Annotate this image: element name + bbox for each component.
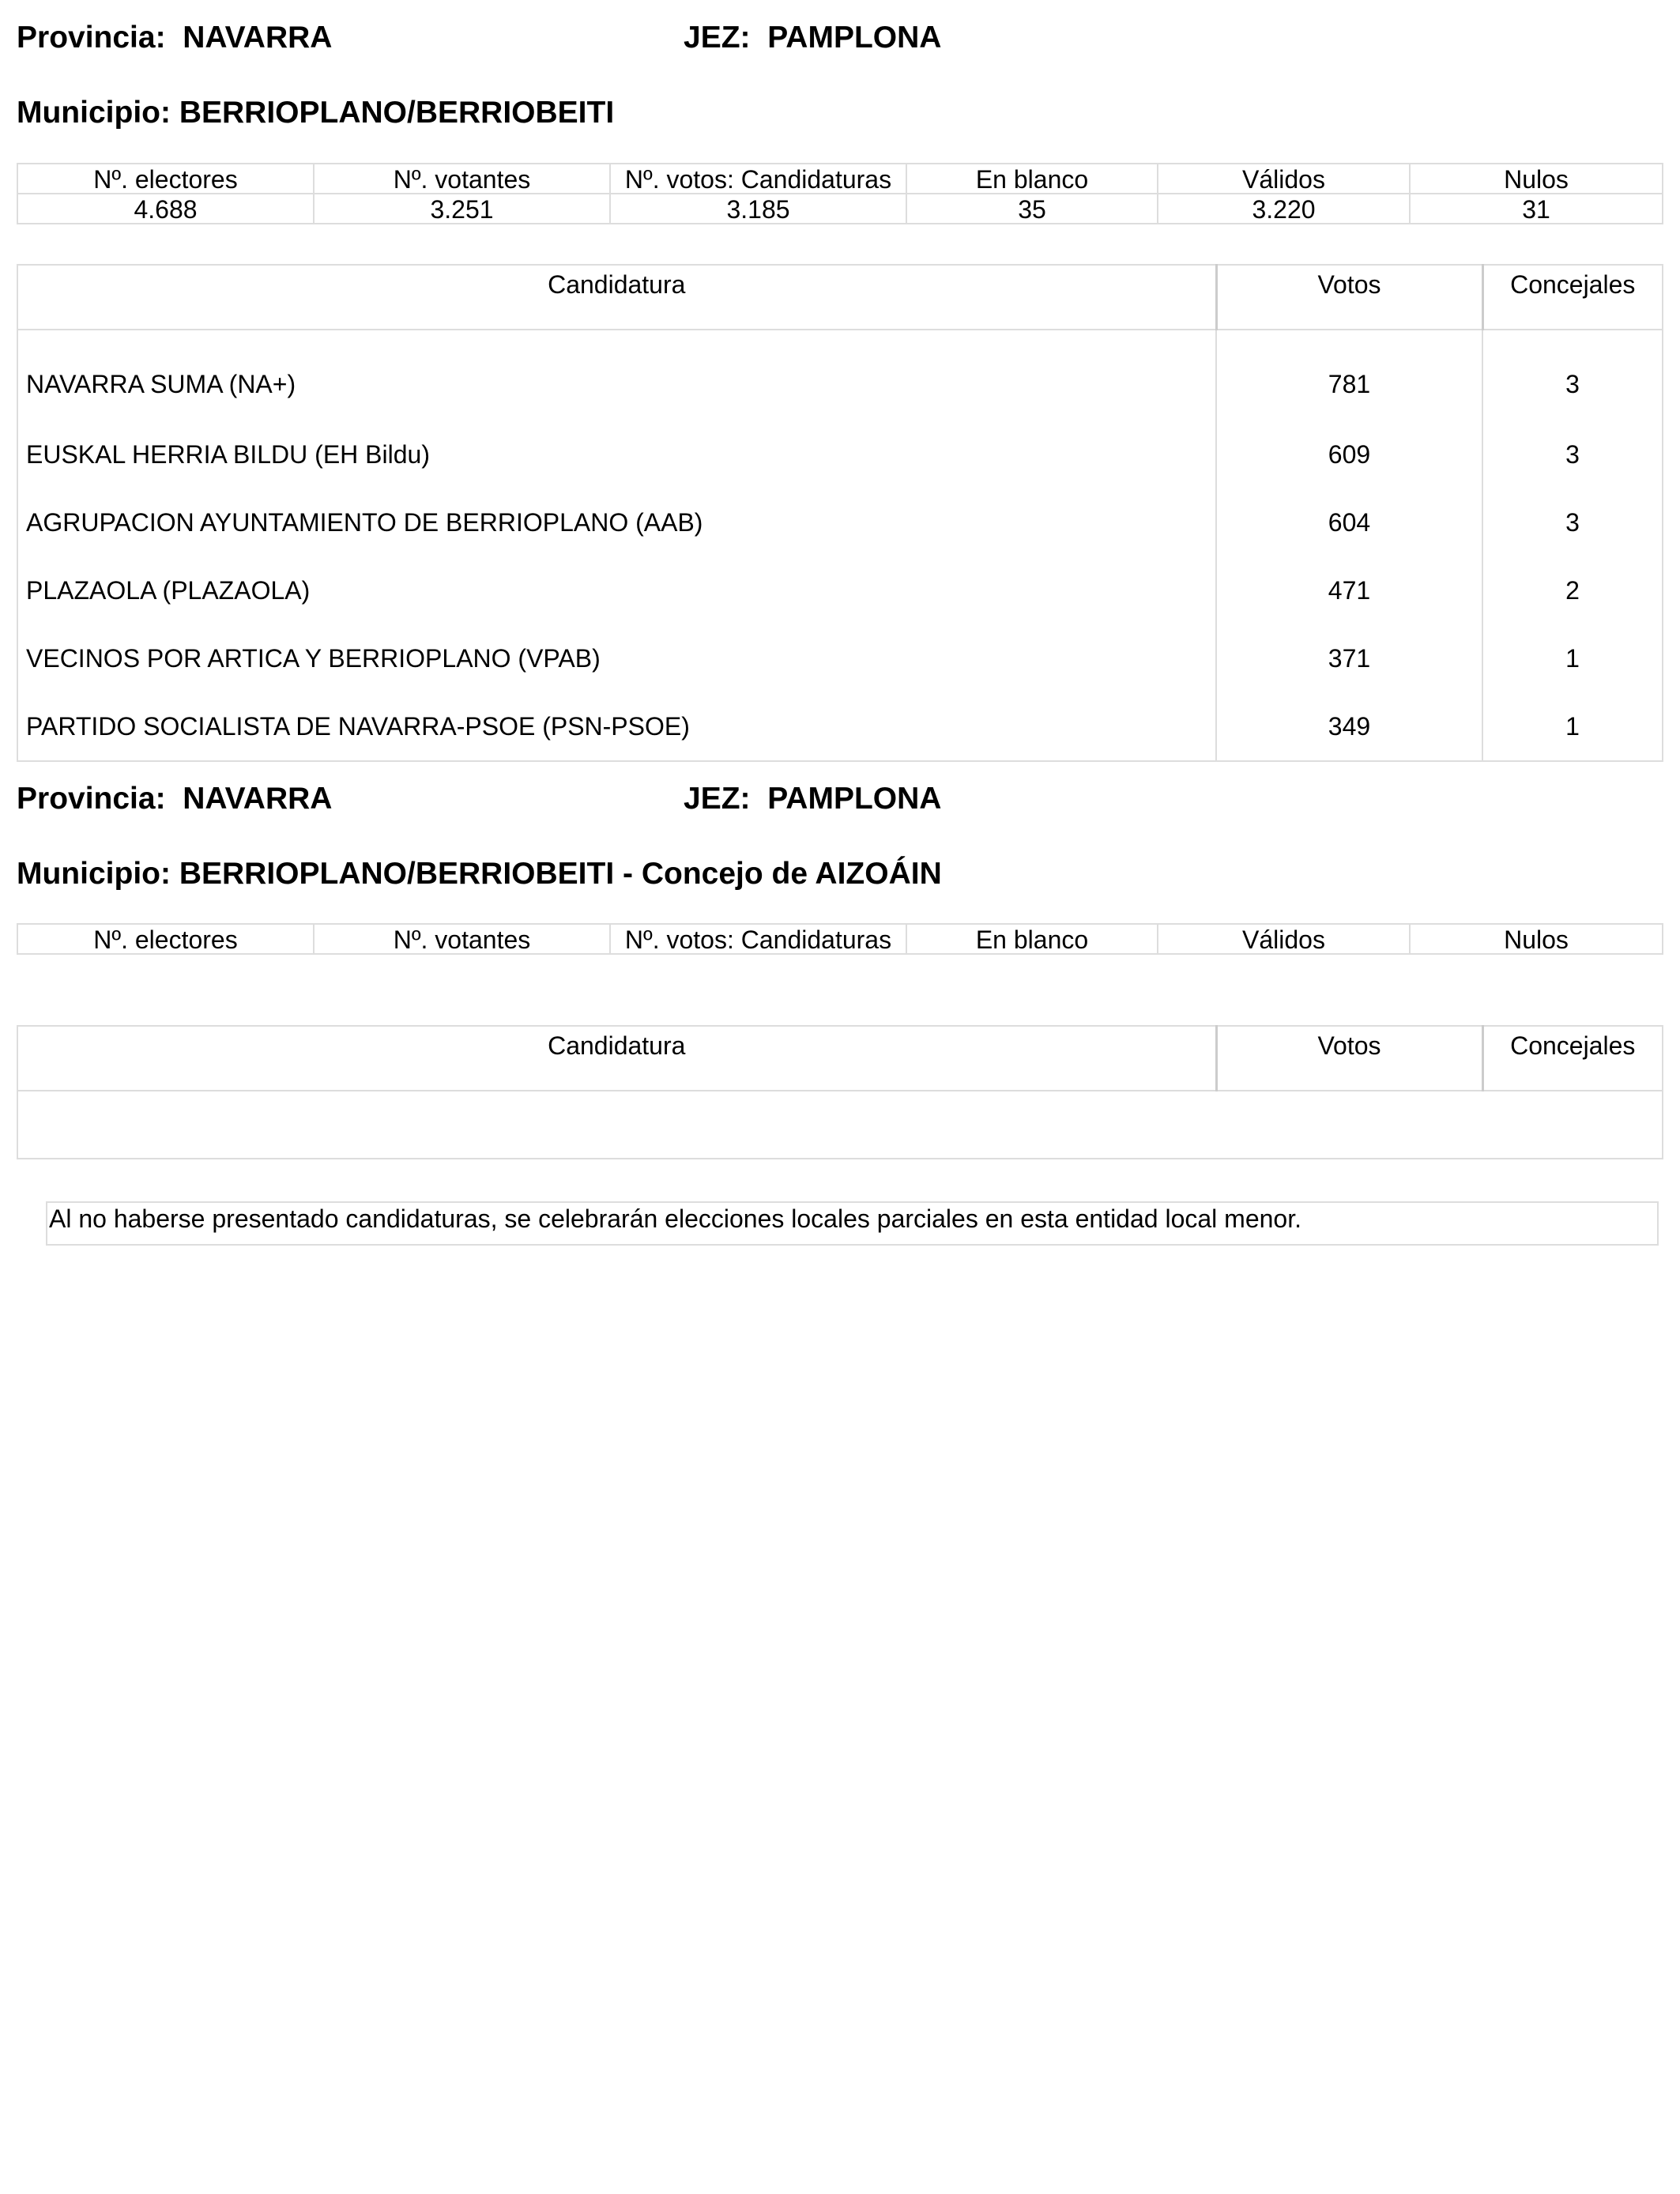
jez-value: PAMPLONA (767, 782, 942, 816)
votos-header: Votos (1216, 1026, 1482, 1091)
stats-value: 3.185 (610, 194, 906, 224)
municipio-value: BERRIOPLANO/BERRIOBEITI - Concejo de AIZOÁIN (179, 857, 942, 891)
jez-label: JEZ: (684, 21, 751, 55)
stats-value: 35 (906, 194, 1158, 224)
stats-header: Nº. votos: Candidaturas (610, 924, 906, 954)
stats-header: Nulos (1410, 924, 1663, 954)
table-row (17, 624, 1663, 692)
candidates-header-row (17, 265, 1663, 330)
concejales-header: Concejales (1482, 265, 1663, 330)
candidatura-header: Candidatura (17, 265, 1216, 330)
candidate-name: EUSKAL HERRIA BILDU (EH Bildu) (17, 420, 1216, 488)
stats-value: 4.688 (17, 194, 314, 224)
stats-header-row (17, 164, 1663, 194)
votos-header: Votos (1216, 265, 1482, 330)
stats-table (17, 923, 1663, 955)
candidates-header-row (17, 1026, 1663, 1091)
candidate-concejales: 1 (1565, 711, 1580, 741)
candidate-name: PLAZAOLA (PLAZAOLA) (17, 556, 1216, 624)
stats-header: Nº. votantes (314, 164, 610, 194)
stats-value: 3.251 (314, 194, 610, 224)
candidate-votos: 604 (1216, 488, 1482, 556)
jez-value: PAMPLONA (767, 21, 942, 55)
table-row (17, 556, 1663, 624)
stats-header: Válidos (1158, 164, 1410, 194)
provincia-label: Provincia: (17, 21, 166, 55)
stats-header: Nº. votos: Candidaturas (610, 164, 906, 194)
provincia-header (17, 19, 332, 57)
candidate-votos: 609 (1216, 420, 1482, 488)
municipio-label: Municipio: (17, 96, 171, 130)
table-row (17, 420, 1663, 488)
stats-header: Válidos (1158, 924, 1410, 954)
provincia-value: NAVARRA (183, 782, 333, 816)
provincia-label: Provincia: (17, 782, 166, 816)
empty-cell (1216, 1091, 1482, 1159)
stats-header: Nº. electores (17, 924, 314, 954)
candidate-concejales: 3 (1565, 507, 1580, 537)
stats-value-row (17, 194, 1663, 224)
candidatura-header: Candidatura (17, 1026, 1216, 1091)
jez-header (684, 780, 941, 818)
municipio-header (17, 94, 614, 132)
candidate-concejales: 3 (1565, 369, 1580, 398)
candidate-name: PARTIDO SOCIALISTA DE NAVARRA-PSOE (PSN-PSOE) (17, 692, 1216, 761)
candidate-votos: 471 (1216, 556, 1482, 624)
table-row (17, 330, 1663, 420)
candidate-concejales: 1 (1565, 643, 1580, 673)
stats-header: Nº. votantes (314, 924, 610, 954)
municipio-label: Municipio: (17, 857, 171, 891)
candidate-votos: 371 (1216, 624, 1482, 692)
empty-row (17, 1091, 1663, 1159)
stats-header: En blanco (906, 164, 1158, 194)
stats-value: 31 (1410, 194, 1663, 224)
candidate-name: AGRUPACION AYUNTAMIENTO DE BERRIOPLANO (AAB) (17, 488, 1216, 556)
concejales-header: Concejales (1482, 1026, 1663, 1091)
empty-cell (1482, 1091, 1663, 1159)
candidate-name: VECINOS POR ARTICA Y BERRIOPLANO (VPAB) (17, 624, 1216, 692)
municipio-header (17, 855, 942, 893)
no-candidates-note: Al no haberse presentado candidaturas, se celebrarán elecciones locales parciales en esta entidad local menor. (46, 1201, 1659, 1246)
candidate-name: NAVARRA SUMA (NA+) (17, 330, 1216, 420)
stats-header: En blanco (906, 924, 1158, 954)
jez-label: JEZ: (684, 782, 751, 816)
stats-header: Nº. electores (17, 164, 314, 194)
stats-value: 3.220 (1158, 194, 1410, 224)
candidate-votos: 349 (1216, 692, 1482, 761)
provincia-header (17, 780, 332, 818)
stats-header-row (17, 924, 1663, 954)
jez-header (684, 19, 941, 57)
candidate-votos: 781 (1216, 330, 1482, 420)
table-row (17, 692, 1663, 761)
provincia-value: NAVARRA (183, 21, 333, 55)
candidates-table (17, 1025, 1663, 1159)
empty-cell (17, 1091, 1216, 1159)
municipio-value: BERRIOPLANO/BERRIOBEITI (179, 96, 615, 130)
candidates-table (17, 264, 1663, 762)
candidate-concejales: 3 (1565, 439, 1580, 469)
table-row (17, 488, 1663, 556)
candidate-concejales: 2 (1565, 575, 1580, 605)
stats-table (17, 163, 1663, 224)
stats-header: Nulos (1410, 164, 1663, 194)
